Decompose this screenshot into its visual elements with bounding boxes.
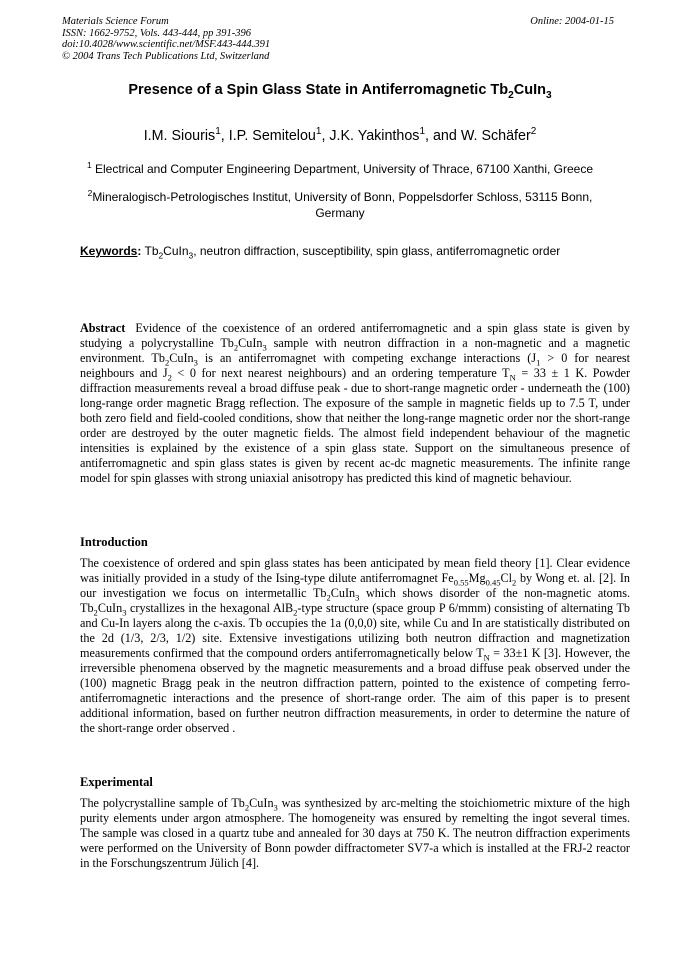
copyright-line: © 2004 Trans Tech Publications Ltd, Switzerland: [62, 50, 270, 62]
experimental-heading: Experimental: [80, 775, 153, 789]
paper-title: Presence of a Spin Glass State in Antiferromagnetic $Tb_2CuIn_3$: [128, 82, 552, 101]
introduction-heading: Introduction: [80, 535, 148, 549]
abstract: Abstract Evidence of the coexistence of an ordered antiferromagnetic and a spin glass state is given by studying a polycrystalline $Tb_2CuIn_3$ sample with neutron diffraction in a non-magnetic and a magnetic environment. $Tb_2CuIn_3$ is an antiferromagnet with competing exchange interactions ($J_1 > 0$ for nearest neighbours and $J_2 < 0$ for next nearest neighbours) and an ordering temperature $T_N = 33 \pm 1$ K. Powder diffraction measurements reveal a broad diffuse peak - due to short-range magnetic order - underneath the (100) long-range order magnetic Bragg reflection. The exposure of the sample in magnetic fields up to 7.5 T, under both zero field and field-cooled conditions, show that neither the long-range magnetic order nor the short-range order are destroyed by the outer magnetic fields. The almost field independent behaviour of the magnetic intensities is explained by the existence of a spin glass state. Support on the simultaneous presence of antiferromagnetic and spin glass states is given by recent ac-dc magnetic measurements. The infinite range model for spin glasses with strong uniaxial anisotropy has predicted this kind of magnetic behaviour.: [80, 321, 631, 485]
introduction-text: The coexistence of ordered and spin glass states has been anticipated by mean field theory [1]. Clear evidence was initially provided in a study of the Ising-type dilute antiferromagnet $Fe_{0.55}Mg_{0.45}Cl_2$ by Wong et. al. [2]. In our investigation we focus on intermetallic $Tb_2CuIn_3$ which shows disorder of the non-magnetic atoms. $Tb_2CuIn_3$ crystallizes in the hexagonal AlB$_2$-type structure (space group P 6/mmm) consisting of alternating Tb and Cu-In layers along the c-axis. Tb occupies the 1a (0,0,0) site, while Cu and In are statistically distributed on the 2d (1/3, 2/3, 1/2) site. Extensive investigations utilizing both neutron diffraction and magnetization measurements confirmed that the compound orders antiferromagnetically below $T_N = 33\pm 1$ K [3]. However, the irreversible phenomena observed by the magnetic measurements and a broad diffuse peak observed under the (100) magnetic Bragg peak in the neutron diffraction pattern, pointed to the existence of competing ferro-antiferromagnetic interactions and the presence of short-range order. The aim of this paper is to present additional information, based on further neutron diffraction measurements, in order to determine the nature of the short-range order observed .: [80, 556, 630, 735]
author-name: I.M. Siouris: [143, 128, 216, 144]
keywords: Keywords: $Tb_2CuIn_3$, neutron diffraction, susceptibility, spin glass, antiferromagnetic order: [80, 244, 561, 261]
abstract-label: Abstract: [80, 321, 126, 335]
doi-line: doi:10.4028/www.scientific.net/MSF.443-444.391: [62, 39, 271, 50]
author-name: J.K. Yakinthos: [329, 128, 420, 144]
author-list: I.M. Siouris$^1$, I.P. Semitelou$^1$, J.K. Yakinthos$^1$, and W. Schäfer$^2$: [143, 126, 537, 144]
author-name: I.P. Semitelou: [228, 128, 316, 144]
online-date: Online: 2004-01-15: [530, 16, 614, 27]
affiliation-1: $^1$ Electrical and Computer Engineering Department, University of Thrace, 67100 Xanthi, Greece: [86, 160, 594, 176]
journal-name: Materials Science Forum: [62, 16, 169, 27]
issn-line: ISSN: 1662-9752, Vols. 443-444, pp 391-396: [62, 27, 251, 39]
journal-header: [62, 16, 618, 62]
affiliation-2: $^2$Mineralogisch-Petrologisches Institut, University of Bonn, Poppelsdorfer Schloss, 53115 Bonn, Germany: [87, 188, 593, 220]
author-name: W. Schäfer: [460, 128, 531, 144]
keywords-label: Keywords: [80, 244, 138, 258]
experimental-text: The polycrystalline sample of $Tb_2CuIn_3$ was synthesized by arc-melting the stoichiometric mixture of the high purity elements under argon atmosphere. The homogeneity was ensured by remelting the ingot several times. The sample was closed in a quartz tube and annealed for 30 days at 750 K. The neutron diffraction experiments were performed on the University of Bonn powder diffractometer SV7-a which is installed at the FRJ-2 reactor in the Forschungszentrum Jülich [4].: [80, 796, 630, 870]
